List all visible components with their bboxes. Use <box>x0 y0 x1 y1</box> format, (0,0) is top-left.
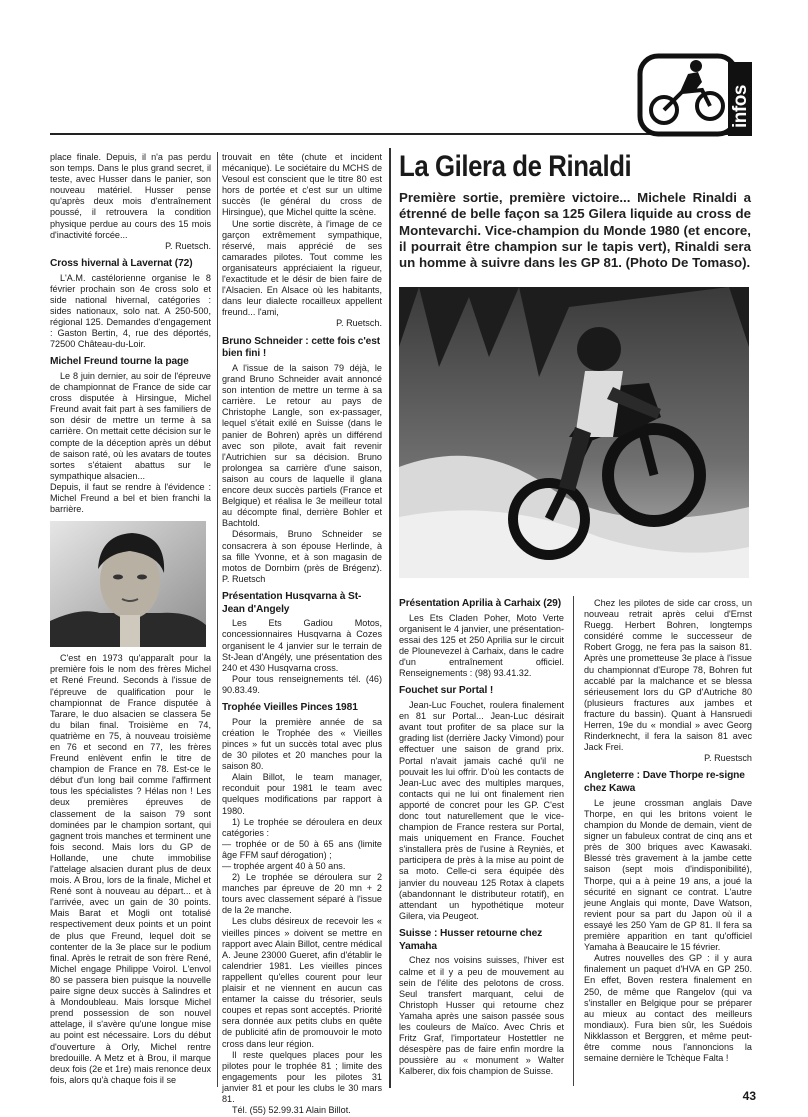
bohren-paragraph: Chez les pilotes de side car cross, un nouveau retrait après celui d'Ernst Ruegg. Herbert Bohren, longtemps considéré comme le successeur de Robert Grogg, ne fera pas la saison 81. Après une prometteuse 3e place à l'issue du championnat d'Europe 78, Bohren fut accablé par la malchance et se blessa sérieusement lors du GP d'Autriche 80 (plusieurs fractures aux jambes et fracture du bassin). Quant à Hansruedi Herren, 19e du « mondial » avec Georg Rinderknecht, il fera la saison 81 avec Jack Frei. <box>584 598 752 753</box>
logo-text: infos <box>730 85 751 128</box>
column-divider <box>389 148 391 1088</box>
page-number: 43 <box>742 1089 756 1103</box>
main-headline: La Gilera de Rinaldi <box>399 150 632 183</box>
fouchet-paragraph: Jean-Luc Fouchet, roulera finalement en 81 sur Portal... Jean-Luc désirait avant tout profiter de sa place sur la grading list (derrière Jacky Vimond) pour effectuer une saison de grand prix. Portal n'avait jamais caché qu'il ne pouvait les lui offrir. D'où les contacts de Jean-Luc avec des multiples marques, contacts qui ne lui ont finalement rien apporté de concret pour les GP. C'est donc tout naturellement que le vice-champion de France restera sur Portal, mais uniquement en France. Fouchet s'installera près de l'usine à Reyniès, et participera de près à la mise au point de sa moto. Celle-ci sera équipée dès janvier du nouveau 125 Rotax à clapets (abandonnant le distributeur rotatif), en attendant un hypothétique moteur Gilera, via Peugeot. <box>399 700 564 921</box>
column-1 <box>50 152 211 1085</box>
lavernat-heading: Cross hivernal à Lavernat (72) <box>50 257 193 269</box>
husqvarna-paragraph: Les Ets Gadiou Motos, concessionnaires Husqvarna à Cozes organisent le 4 janvier sur le terrain de St-Jean d'Angély, une présentation des 240 et 430 Husqvarna cross. <box>222 618 382 673</box>
column-3 <box>399 598 564 1088</box>
husser-paragraph: Chez nos voisins suisses, l'hiver est calme et il y a peu de mouvement au sein de l'élite des pelotons de cross. Seul transfert marquant, celui de Christoph Husser qui retourne chez Yamaha après une saison passée sous les couleurs de Maïco. Avec Chris et Fritz Graf, l'importateur Hostettler ne désespère pas de faire enfin mordre la poussière au « monument » Walter Kalberer, dix fois champion de Suisse. <box>399 955 564 1077</box>
freund-paragraph: C'est en 1973 qu'apparaît pour la première fois le nom des frères Michel et René Freund. Seconds à l'issue de l'épreuve de qualification pour le championnat de France disputée à Tarare, le duo alsacien se classera 5e du bilan final. Troisième en 74, quatrième en 75, à nouveau troisième en 76 et second en 77, les frères Freund enlèvent enfin le titre de champion de France en 78. Est-ce le début d'un long bail comme l'affirment tous les spécialistes ? Hélas non ! Les deux premières épreuves de classement de la saison 79 sont dominées par le champion sortant, qui gagnent trois manches et terminent une fois second. Mais lors du GP de Hollande, une chute immobilise l'attelage alsacien durant plus de deux mois. A Brou, lors de la finale, Michel et René sont à nouveau au départ... et à l'arrivée, avec un gain de 30 points. Mais Barat et Mogli ont totalisé respectivement deux points et un point de plus que Freund, lequel doit se contenter de la 3e place sur le podium final. Après le retrait de son frère René, Michel engage Philippe Voirol. L'envol 80 se passera bien puisque la nouvelle paire signe deux succès à Salindres et à Mondoubleau. Mais lorsque Michel prend possession de son nouvel attelage, il s'avère qu'une longue mise au point est nécessaire. Lors du début d'ouverture à Orly, Michel rentre bredouille. A Metz et à Brou, il marque deux fois (2e et 1re) mais renonce deux fois, alors qu'à chaque fois il se <box>50 653 211 1085</box>
freund-paragraph: Depuis, il faut se rendre à l'évidence : Michel Freund a bel et bien franchi la barrière. <box>50 481 211 515</box>
main-lead: Première sortie, première victoire... Michele Rinaldi a étrenné de belle façon sa 125 Gilera liquide au cross de Montevarchi. Vice-champion du Monde 1980 (et encore, il pourrait être champion sur le tapis vert), Rinaldi sera un homme à suivre dans les GP 81. (Photo De Tomaso). <box>399 190 751 271</box>
aprilia-heading: Présentation Aprilia à Carhaix (29) <box>399 598 562 609</box>
intro-signature: P. Ruetsch. <box>165 240 211 251</box>
column-divider <box>217 152 218 1087</box>
trophee-paragraph: Tél. (55) 52.99.31 Alain Billot. <box>232 1105 351 1116</box>
trophee-heading: Trophée Vieilles Pinces 1981 <box>222 702 358 714</box>
trophee-paragraph: 2) Le trophée se déroulera sur 2 manches par épreuve de 20 mn + 2 tours avec classement séparé à l'issue de la 2e manche. <box>222 872 382 916</box>
freund-portrait-photo <box>50 521 206 647</box>
lavernat-text: L'A.M. castélorienne organise le 8 février prochain son 4e cross solo et side national hivernal, catégories : sides nationaux, solo nat. A 250-500, régional 125. Demandes d'engagement : Gaston Bertin, 4, rue des déportés, 72500 Château-du-Loir. <box>50 272 211 350</box>
trophee-paragraph: — trophée argent 40 à 50 ans. <box>222 861 346 871</box>
freund-signature: P. Ruetsch. <box>336 318 382 329</box>
trophee-paragraph: — trophée or de 50 à 65 ans (limite âge FFM sauf dérogation) ; <box>222 838 382 860</box>
column-2 <box>222 152 382 1116</box>
aprilia-paragraph: Les Ets Claden Poher, Moto Verte organisent le 4 janvier, une présentation-essai des 125 et 250 Aprilia sur le circuit de Plounevezel à Carhaix, dans le cadre d'un entraînement officiel. Renseignements : (98) 93.41.32. <box>399 612 564 679</box>
husqvarna-heading: Présentation Husqvarna à St-Jean d'Angely <box>222 590 362 615</box>
rinaldi-gilera-photo <box>399 287 749 578</box>
trophee-paragraph: Les clubs désireux de recevoir les « vieilles pinces » doivent se mettre en rapport avec Alain Billot, centre médical A. Jeune 23000 Gueret, afin d'établir le calendrier 1981. Les vieilles pinces rappellent qu'elles courent pour leur plaisir et ne viennent en aucun cas entamer la caisse du trésorier, seuls coupes et repas sont acceptés. Priorité sera donnée aux petits clubs en quête de publicité afin de promouvoir le moto cross dans leur région. <box>222 916 382 1049</box>
thorpe-heading: Angleterre : Dave Thorpe re-signe chez Kawa <box>584 770 745 795</box>
trophee-paragraph: 1) Le trophée se déroulera en deux catégories : <box>222 816 382 838</box>
husqvarna-paragraph: Pour tous renseignements tél. (46) 90.83.49. <box>222 673 382 695</box>
trophee-paragraph: Alain Billot, le team manager, reconduit pour 1981 le team avec quelques modifications par rapport à 1980. <box>222 772 382 816</box>
intro-text: place finale. Depuis, il n'a pas perdu son temps. Dans le plus grand secret, il teste, avec Husser dans le panier, son nouveau matériel. Husser pense qu'après deux mois d'entraînement poussé, il retrouvera la condition physique perdue au cours des 15 mois d'inactivité forcée... <box>50 152 211 240</box>
freund-continued-text: Une sortie discrète, à l'image de ce garçon extrêmement sympathique, réservé, mais apprécié de ses camarades pilotes. Tout comme les organisateurs appréciaient la rigueur, l'exactitude et le désir de bien faire de l'Alsacien. En Alsace où les habitants, dans leur dialecte rocailleux appellent freund... l'ami, <box>222 218 382 318</box>
column-4 <box>584 598 752 1088</box>
schneider-paragraph: Désormais, Bruno Schneider se consacrera à son épouse Herlinde, à sa fille Yvonne, et à son magasin de motos de Dornbirn (près de Brégenz). P. Ruetsch <box>222 529 382 584</box>
column-divider <box>573 596 574 1086</box>
schneider-paragraph: A l'issue de la saison 79 déjà, le grand Bruno Schneider avait annoncé son intention de mettre un terme à sa carrière. Le retour au pays de Christophe Langle, son ex-passager, lequel s'était exilé en Suisse (dans le panier de Bohren) après un différend avec son pilote, avait fait revenir l'Autrichien sur sa décision. Bruno prolongea sa carrière d'une saison, saison au cours de laquelle il glana encore deux succès partiels (France et Belgique) et réalisa le 3e meilleur total au décompte final, derrière Bohler et Bachtold. <box>222 363 382 529</box>
thorpe-paragraph: Autres nouvelles des GP : il y aura finalement un paquet d'HVA en GP 250. En effet, Boven restera finalement en 250, de même que Rangelov (qui va s'installer en Belgique pour se préparer au mieux au contact des meilleurs mondiaux). Fura bien sûr, les Suédois Nikklasson et Berggren, et même peut-être comme nous l'annoncions la semaine dernière le Tchèque Falta ! <box>584 953 752 1064</box>
trophee-paragraph: Il reste quelques places pour les pilotes pour le trophée 81 ; limite des engagements pour les pilotes 31 janvier 81 et pour les clubs le 30 mars 81. <box>222 1049 382 1104</box>
schneider-heading: Bruno Schneider : cette fois c'est bien fini ! <box>222 335 381 360</box>
freund-heading: Michel Freund tourne la page <box>50 356 189 368</box>
thorpe-paragraph: Le jeune crossman anglais Dave Thorpe, en qui les britons voient le champion du Monde de demain, vient de signer un fabuleux contrat de cinq ans et près de 300 briques avec Kawasaki. Blessé très gravement à la jambe cette saison (sept mois d'indisponibilité), Thorpe, qui a à peine 19 ans, a joué la sécurité en signant ce contrat. L'autre jeune Anglais qui monte, Dave Watson, revient pour sa part du Japon où il a essayé les 250 Yam de GP 81. Il fera sa première apparition en tant qu'officiel Yamaha à Beaucaire le 15 février. <box>584 797 752 953</box>
bohren-signature: P. Ruestsch <box>704 753 752 764</box>
freund-continued-text: trouvait en tête (chute et incident mécanique). Le sociétaire du MCHS de Vesoul est conscient que le titre 80 est hors de portée et c'est sur un ultime succès (le général du cross de Hirsingue), que Michel quitte la scène. <box>222 152 382 218</box>
infos-logo <box>636 52 752 138</box>
husser-heading: Suisse : Husser retourne chez Yamaha <box>399 927 543 952</box>
freund-paragraph: Le 8 juin dernier, au soir de l'épreuve de championnat de France de side car cross disputée à Hirsingue, Michel Freund avait fait part à ses familiers de son désir de mettre un terme à sa carrière. On mettait cette décision sur le compte de la déception après un début de saison raté, où les avatars de toutes sortes s'étaient abattus sur le sympathique alsacien... <box>50 371 211 481</box>
fouchet-heading: Fouchet sur Portal ! <box>399 685 494 697</box>
trophee-paragraph: Pour la première année de sa création le Trophée des « Vieilles pinces » fut un succès total avec plus de 30 pilotes et 20 manches pour la saison 80. <box>222 716 382 772</box>
